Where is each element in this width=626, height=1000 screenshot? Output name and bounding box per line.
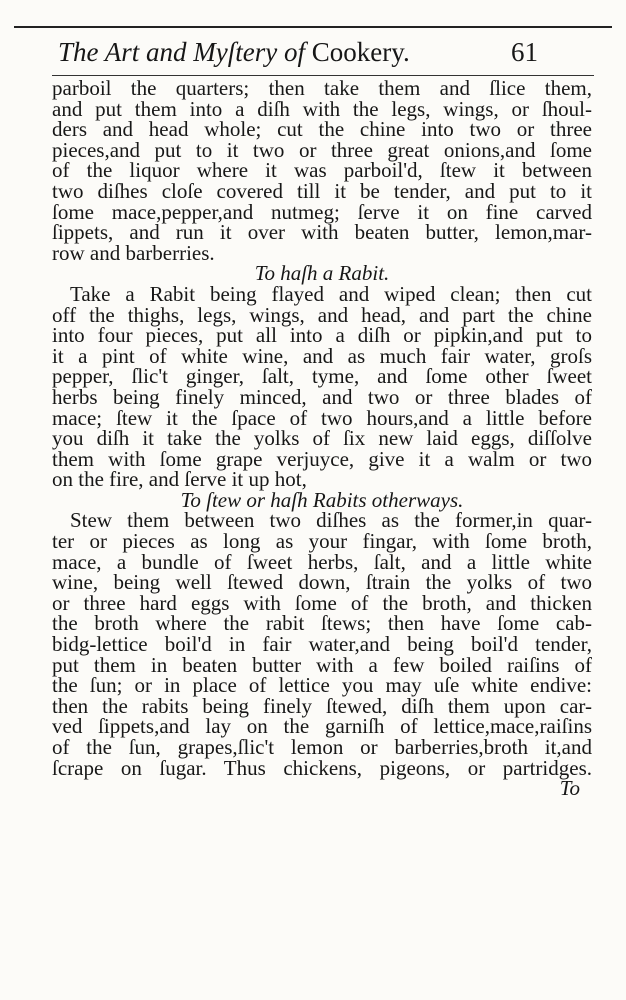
- text-line: pepper, ſlic't ginger, ſalt, tyme, and ſome other ſweet: [52, 364, 592, 389]
- text-line: row and barberries.: [52, 240, 215, 265]
- text-line: herbs being finely minced, and two or three blades of: [52, 384, 592, 409]
- text-line: the broth where the rabit ſtews; then have ſome cab-: [52, 611, 592, 636]
- text-line: mace; ſtew it the ſpace of two hours,and a little before: [52, 405, 592, 430]
- text-line: ſome mace,pepper,and nutmeg; ſerve it on fine carved: [52, 199, 592, 224]
- text-line: ter or pieces as long as your fingar, with ſome broth,: [52, 529, 592, 554]
- catchword: To: [559, 776, 580, 801]
- running-head-italic: Art and Myſtery of: [104, 37, 305, 67]
- text-line: into four pieces, put all into a diſh or pipkin,and put to: [52, 323, 592, 348]
- text-line: off the thighs, legs, wings, and head, and part the chine: [52, 302, 592, 327]
- body-text: [52, 78, 592, 800]
- text-line: ſippets, and run it over with beaten butter, lemon,mar-: [52, 220, 592, 245]
- running-head-plain: Cookery.: [311, 37, 410, 67]
- top-rule: [14, 26, 612, 28]
- text-line: put them in beaten butter with a few boiled raiſins of: [52, 652, 592, 677]
- recipe-heading: To haſh a Rabit.: [254, 261, 390, 286]
- text-line: bidg-lettice boil'd in fair water,and being boil'd tender,: [52, 632, 592, 657]
- text-line: pieces,and put to it two or three great onions,and ſome: [52, 137, 592, 162]
- text-line: mace, a bundle of ſweet herbs, ſalt, and a little white: [52, 549, 592, 574]
- recipe-heading: To ſtew or haſh Rabits otherways.: [180, 487, 464, 512]
- text-line: the ſun; or in place of lettice you may uſe white endive:: [52, 673, 592, 698]
- text-line: ders and head whole; cut the chine into two or three: [52, 117, 592, 142]
- running-head-prefix: The: [58, 37, 99, 67]
- text-line: wine, being well ſtewed down, ſtrain the yolks of two: [52, 570, 592, 595]
- text-line: ved ſippets,and lay on the garniſh of lettice,mace,raiſins: [52, 714, 592, 739]
- text-line: Stew them between two diſhes as the former,in quar-: [70, 508, 592, 533]
- text-line: parboil the quarters; then take them and ſlice them,: [52, 76, 592, 100]
- text-line: two diſhes cloſe covered till it be tender, and put to it: [52, 178, 592, 203]
- text-line: ſcrape on ſugar. Thus chickens, pigeons, or partridges.: [52, 755, 592, 780]
- running-head: [58, 32, 588, 72]
- text-line: it a pint of white wine, and as much fair water, groſs: [52, 343, 592, 368]
- text-line: on the fire, and ſerve it up hot,: [52, 467, 307, 492]
- text-line: and put them into a diſh with the legs, wings, or ſhoul-: [52, 96, 592, 121]
- page-number: 61: [511, 37, 538, 67]
- text-line: of the ſun, grapes,ſlic't lemon or barberries,broth it,and: [52, 735, 592, 759]
- text-line: then the rabits being finely ſtewed, diſh them upon car-: [52, 693, 592, 718]
- text-line: Take a Rabit being flayed and wiped clean; then cut: [70, 281, 592, 306]
- text-line: or three hard eggs with ſome of the broth, and thicken: [52, 590, 592, 615]
- text-line: of the liquor where it was parboil'd, ſtew it between: [52, 158, 592, 183]
- text-line: you diſh it take the yolks of ſix new laid eggs, diſſolve: [52, 426, 592, 451]
- text-line: them with ſome grape verjuyce, give it a walm or two: [52, 446, 592, 471]
